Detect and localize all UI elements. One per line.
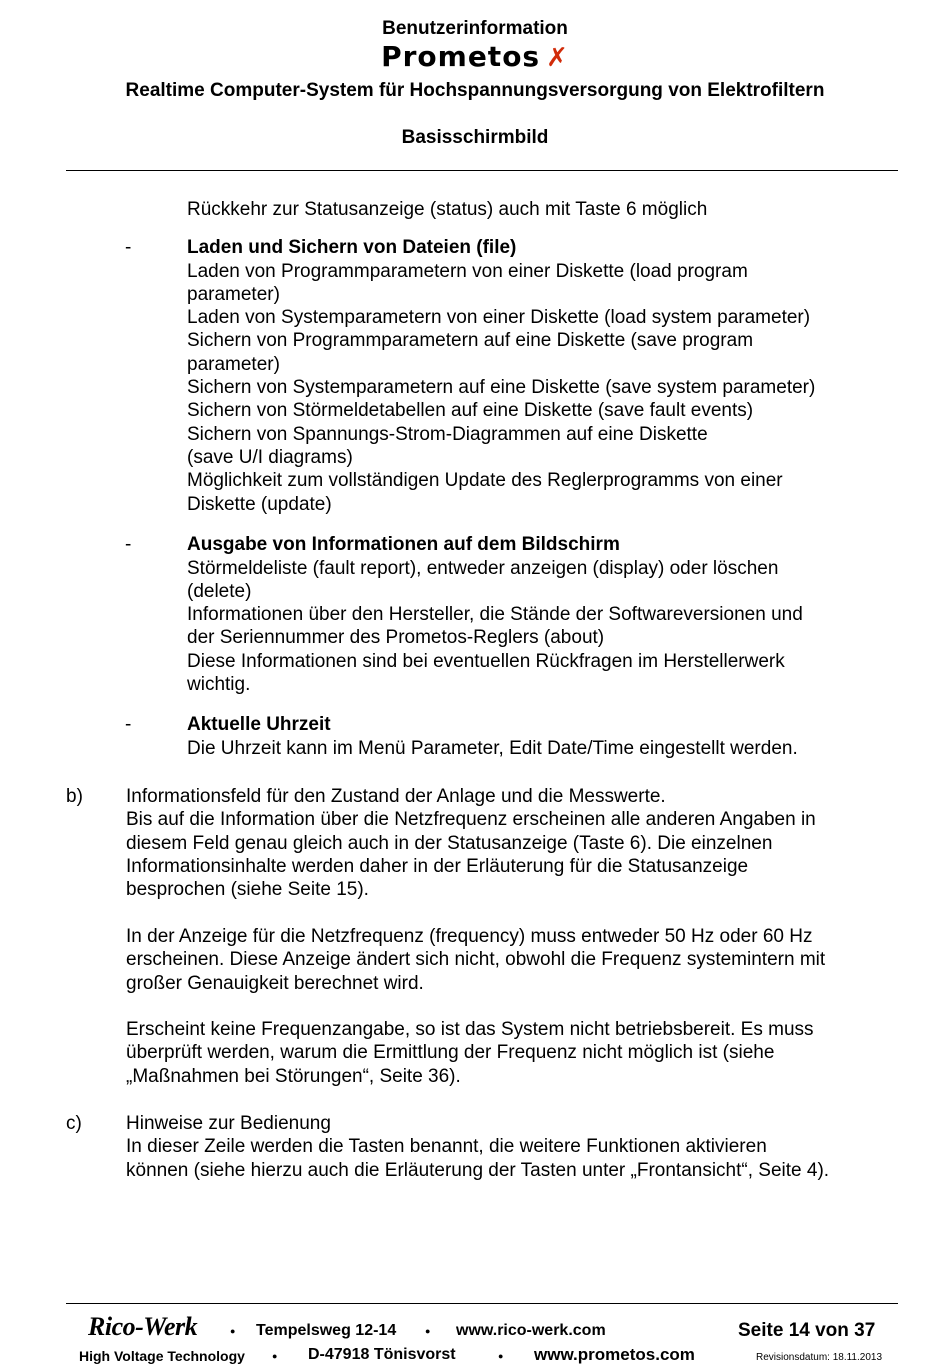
c-line: In dieser Zeile werden die Tasten benannt, die weitere Funktionen aktivieren	[126, 1136, 767, 1158]
brand-name: Prometos	[381, 40, 541, 73]
b-para3-line: Erscheint keine Frequenzangabe, so ist das System nicht betriebsbereit. Es muss	[126, 1019, 814, 1040]
file-line: parameter)	[187, 283, 280, 305]
footer-sep: ●	[425, 1326, 431, 1336]
revision-date: Revisionsdatum: 18.11.2013	[756, 1352, 883, 1363]
info-line: Informationen über den Hersteller, die Stände der Softwareversionen und	[187, 604, 803, 626]
b-para2-line: erscheinen. Diese Anzeige ändert sich nicht, obwohl die Frequenz systemintern mit	[126, 949, 826, 971]
info-line: Störmeldeliste (fault report), entweder anzeigen (display) oder löschen	[187, 557, 779, 579]
b-para3-line: überprüft werden, warum die Ermittlung der Frequenz nicht möglich ist (siehe	[126, 1042, 775, 1064]
c-line: Hinweise zur Bedienung	[126, 1113, 331, 1134]
intro-line: Rückkehr zur Statusanzeige (status) auch mit Taste 6 möglich	[187, 199, 708, 220]
file-line: Laden von Programmparametern von einer Diskette (load program	[187, 260, 748, 282]
b-line: Informationsinhalte werden daher in der Erläuterung für die Statusanzeige	[126, 855, 749, 877]
bullet-marker: -	[125, 714, 132, 735]
b-para2-line: In der Anzeige für die Netzfrequenz (frequency) muss entweder 50 Hz oder 60 Hz	[126, 926, 813, 947]
page-number: Seite 14 von 37	[738, 1320, 876, 1341]
footer-sep: ●	[498, 1351, 504, 1361]
info-line: wichtig.	[187, 674, 251, 695]
footer-divider	[66, 1303, 898, 1304]
header-top: Benutzerinformation	[382, 18, 568, 39]
footer-city: D-47918 Tönisvorst	[308, 1346, 456, 1363]
info-line: der Seriennummer des Prometos-Reglers (about)	[187, 627, 605, 649]
c-line: können (siehe hierzu auch die Erläuterung der Tasten unter „Frontansicht“, Seite 4).	[126, 1159, 830, 1181]
b-line: Bis auf die Information über die Netzfrequenz erscheinen alle anderen Angaben in	[126, 809, 816, 831]
time-heading: Aktuelle Uhrzeit	[187, 714, 331, 735]
file-line: Sichern von Systemparametern auf eine Diskette (save system parameter)	[187, 377, 816, 398]
b-line: Informationsfeld für den Zustand der Anlage und die Messwerte.	[126, 786, 666, 807]
file-heading: Laden und Sichern von Dateien (file)	[187, 237, 517, 258]
file-line: (save U/I diagrams)	[187, 446, 353, 468]
footer-tagline: High Voltage Technology	[79, 1348, 245, 1364]
b-para3-line: „Maßnahmen bei Störungen“, Seite 36).	[126, 1065, 461, 1087]
brand-mark-icon: ✗	[546, 43, 569, 73]
footer-web-link[interactable]: www.prometos.com	[534, 1345, 695, 1364]
file-line: Diskette (update)	[187, 493, 332, 515]
brand-title	[0, 40, 950, 73]
list-label-c: c)	[66, 1113, 82, 1134]
file-line: Sichern von Spannungs-Strom-Diagrammen auf eine Diskette	[187, 423, 708, 445]
b-line: diesem Feld genau gleich auch in der Statusanzeige (Taste 6). Die einzelnen	[126, 832, 773, 854]
footer-sep: ●	[272, 1351, 278, 1361]
file-line: Möglichkeit zum vollständigen Update des Reglerprogramms von einer	[187, 470, 783, 492]
footer-address: Tempelsweg 12-14	[256, 1322, 397, 1339]
list-label-b: b)	[66, 786, 83, 807]
file-line: parameter)	[187, 353, 280, 375]
header-subtitle: Realtime Computer-System für Hochspannungsversorgung von Elektrofiltern	[125, 80, 825, 101]
bullet-marker: -	[125, 237, 132, 258]
rico-werk-logo: Rico-Werk	[88, 1312, 198, 1341]
file-line: Sichern von Programmparametern auf eine Diskette (save program	[187, 330, 754, 352]
b-para2-line: großer Genauigkeit berechnet wird.	[126, 972, 424, 994]
footer-web-link[interactable]: www.rico-werk.com	[456, 1322, 606, 1339]
footer-sep: ●	[230, 1326, 236, 1336]
info-line: Diese Informationen sind bei eventuellen Rückfragen im Herstellerwerk	[187, 650, 785, 672]
info-line: (delete)	[187, 580, 252, 602]
b-line: besprochen (siehe Seite 15).	[126, 879, 369, 901]
header-divider	[66, 170, 898, 171]
file-line: Sichern von Störmeldetabellen auf eine Diskette (save fault events)	[187, 400, 754, 422]
file-line: Laden von Systemparametern von einer Diskette (load system parameter)	[187, 307, 811, 329]
bullet-marker: -	[125, 534, 132, 555]
info-heading: Ausgabe von Informationen auf dem Bildschirm	[187, 534, 620, 555]
time-line: Die Uhrzeit kann im Menü Parameter, Edit Date/Time eingestellt werden.	[187, 737, 798, 759]
section-title: Basisschirmbild	[401, 127, 549, 148]
